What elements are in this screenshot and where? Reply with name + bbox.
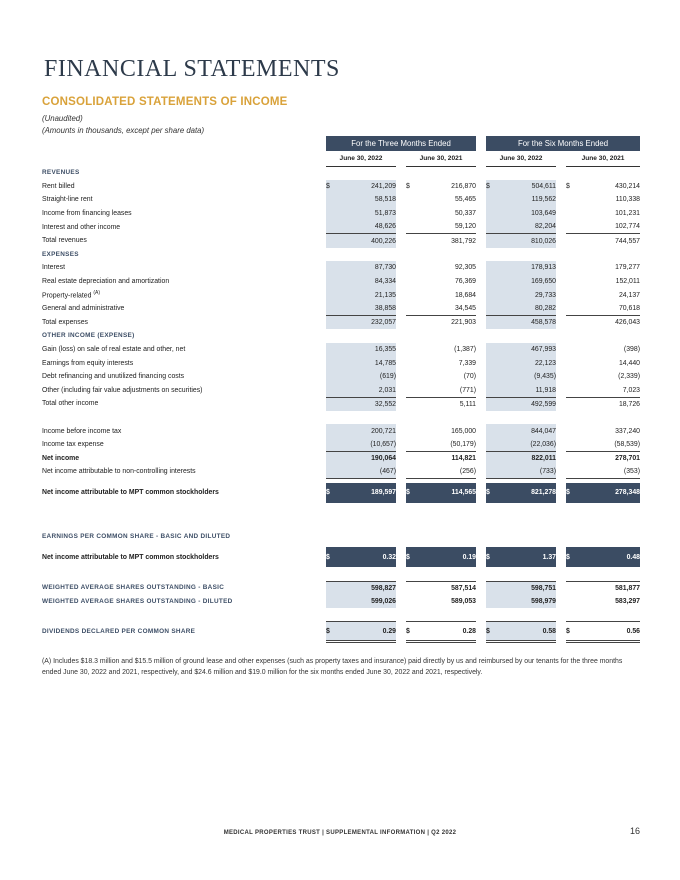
value-cell: 190,064 <box>334 451 396 465</box>
section-header-row <box>42 530 640 544</box>
table-row <box>42 207 640 221</box>
value-cell: 76,369 <box>454 278 477 286</box>
value-cell: (70) <box>463 373 477 381</box>
value-cell: 48,626 <box>334 220 396 234</box>
value-cell: (58,539) <box>574 438 640 452</box>
spacer-row <box>42 567 640 581</box>
value-cell: 50,337 <box>454 210 477 218</box>
table-row <box>42 465 640 479</box>
value-cell: 599,026 <box>334 595 396 609</box>
currency-symbol: $ <box>326 622 334 642</box>
row-label: Income from financing leases <box>42 210 132 218</box>
value-cell: 504,611 <box>494 180 556 194</box>
value-cell: 587,514 <box>414 581 476 595</box>
section-header-row <box>42 329 640 343</box>
value-cell: (256) <box>414 465 476 479</box>
value-cell: 744,557 <box>615 237 641 245</box>
value-cell: 844,047 <box>494 424 556 438</box>
value-cell: 381,792 <box>451 237 477 245</box>
row-label: WEIGHTED AVERAGE SHARES OUTSTANDING - BASIC <box>42 584 225 592</box>
table-row <box>42 595 640 609</box>
spacer-row <box>42 503 640 517</box>
section-other-income: OTHER INCOME (EXPENSE) <box>42 332 135 340</box>
row-label-text: Property-related <box>42 292 92 300</box>
amounts-note: (Amounts in thousands, except per share data) <box>42 126 205 135</box>
value-cell: 18,726 <box>618 400 641 408</box>
value-cell: 7,023 <box>574 384 640 398</box>
value-cell: 0.29 <box>334 622 396 642</box>
value-cell: 24,137 <box>618 291 641 299</box>
value-cell: (353) <box>574 465 640 479</box>
spacer-row <box>42 411 640 425</box>
row-label: Interest and other income <box>42 223 121 231</box>
table-row <box>42 438 640 452</box>
row-label: Straight-line rent <box>42 196 93 204</box>
table-row <box>42 302 640 316</box>
table-row <box>42 261 640 275</box>
row-label: Income before income tax <box>42 427 122 435</box>
value-cell: (771) <box>414 384 476 398</box>
six-months-header: For the Six Months Ended <box>486 136 640 151</box>
dividends-row <box>42 622 640 642</box>
value-cell: 189,597 <box>334 483 396 503</box>
value-cell: 11,918 <box>494 384 556 398</box>
statement-title: CONSOLIDATED STATEMENTS OF INCOME <box>42 96 288 108</box>
section-expenses: EXPENSES <box>42 250 79 258</box>
value-cell: 5,111 <box>459 400 477 408</box>
value-cell: (9,435) <box>494 370 556 384</box>
spacer-row <box>42 516 640 530</box>
value-cell: 0.58 <box>494 622 556 642</box>
value-cell: 278,701 <box>615 455 641 463</box>
value-cell: 0.32 <box>334 547 396 567</box>
currency-symbol: $ <box>406 182 410 190</box>
value-cell: (398) <box>623 346 641 354</box>
unaudited-note: (Unaudited) <box>42 114 83 123</box>
currency-symbol: $ <box>486 622 494 642</box>
value-cell: 152,011 <box>615 278 641 286</box>
row-label: Earnings from equity interests <box>42 359 134 367</box>
value-cell: 14,785 <box>334 356 396 370</box>
value-cell: 70,618 <box>574 302 640 316</box>
page-footer: MEDICAL PROPERTIES TRUST | SUPPLEMENTAL INFORMATION | Q2 2022 <box>223 830 457 836</box>
row-label: Interest <box>42 264 65 272</box>
three-months-header: For the Three Months Ended <box>326 136 476 151</box>
value-cell: (10,657) <box>334 438 396 452</box>
section-header-row <box>42 166 640 180</box>
value-cell: 38,858 <box>334 302 396 316</box>
row-label: Total expenses <box>42 318 88 326</box>
value-cell: (619) <box>334 370 396 384</box>
value-cell: 21,135 <box>334 288 396 302</box>
table-row <box>42 220 640 234</box>
value-cell: 34,545 <box>414 302 476 316</box>
value-cell: 179,277 <box>615 264 641 272</box>
net-income-row <box>42 451 640 465</box>
value-cell: 430,214 <box>615 182 641 190</box>
value-cell: 426,043 <box>615 319 641 327</box>
section-header-row <box>42 248 640 262</box>
table-row <box>42 180 640 194</box>
row-label: Net income attributable to MPT common stockholders <box>42 553 219 561</box>
value-cell: 29,733 <box>494 288 556 302</box>
value-cell: 14,440 <box>618 359 641 367</box>
row-label: Income tax expense <box>42 441 104 449</box>
currency-symbol: $ <box>406 547 414 567</box>
value-cell: 87,730 <box>334 261 396 275</box>
value-cell: 55,465 <box>454 196 477 204</box>
section-eps: EARNINGS PER COMMON SHARE - BASIC AND DILUTED <box>42 533 231 541</box>
row-label <box>42 288 326 302</box>
value-cell: 598,751 <box>494 581 556 595</box>
value-cell: 178,913 <box>494 261 556 275</box>
subtotal-row <box>42 316 640 330</box>
value-cell: 821,278 <box>494 483 556 503</box>
table-row <box>42 424 640 438</box>
value-cell: 22,123 <box>494 356 556 370</box>
value-cell: (50,179) <box>414 438 476 452</box>
footnote-marker: (A) <box>93 290 100 297</box>
value-cell: 0.48 <box>574 547 640 567</box>
currency-symbol: $ <box>326 483 334 503</box>
page-title: FINANCIAL STATEMENTS <box>44 56 340 82</box>
value-cell: 581,877 <box>574 581 640 595</box>
value-cell: 51,873 <box>334 207 396 221</box>
table-row <box>42 288 640 302</box>
value-cell: 1.37 <box>494 547 556 567</box>
value-cell: 337,240 <box>615 427 641 435</box>
value-cell: 400,226 <box>334 234 396 248</box>
value-cell: (1,387) <box>454 346 477 354</box>
row-label: Gain (loss) on sale of real estate and other, net <box>42 346 186 354</box>
row-label: Rent billed <box>42 182 75 190</box>
value-cell: 810,026 <box>494 234 556 248</box>
currency-symbol: $ <box>326 547 334 567</box>
value-cell: 110,338 <box>615 196 641 204</box>
currency-symbol: $ <box>406 483 414 503</box>
value-cell: 467,993 <box>494 343 556 357</box>
value-cell: (467) <box>334 465 396 479</box>
subtotal-row <box>42 234 640 248</box>
value-cell: 16,355 <box>334 343 396 357</box>
row-label: Net income attributable to MPT common stockholders <box>42 489 219 497</box>
value-cell: 492,599 <box>494 397 556 411</box>
currency-symbol: $ <box>406 622 414 642</box>
value-cell: 221,903 <box>451 319 477 327</box>
value-cell: 84,334 <box>334 275 396 289</box>
currency-symbol: $ <box>486 483 494 503</box>
value-cell: (733) <box>494 465 556 479</box>
table-row <box>42 581 640 595</box>
row-label: Total other income <box>42 400 99 408</box>
value-cell: 18,684 <box>454 291 477 299</box>
income-statement-table <box>42 136 640 643</box>
value-cell: 583,297 <box>615 597 641 605</box>
value-cell: 0.56 <box>574 622 640 642</box>
eps-row <box>42 547 640 567</box>
value-cell: 458,578 <box>494 316 556 330</box>
row-label: WEIGHTED AVERAGE SHARES OUTSTANDING - DILUTED <box>42 597 233 605</box>
value-cell: 589,053 <box>451 597 477 605</box>
value-cell: 232,057 <box>334 316 396 330</box>
value-cell: 58,518 <box>334 193 396 207</box>
row-label: Total revenues <box>42 237 87 245</box>
subtotal-row <box>42 397 640 411</box>
row-label: Net income <box>42 454 80 462</box>
net-income-mpt-row <box>42 483 640 503</box>
value-cell: 92,305 <box>454 264 477 272</box>
value-cell: 598,827 <box>334 581 396 595</box>
section-revenues: REVENUES <box>42 169 80 177</box>
value-cell: 2,031 <box>334 384 396 398</box>
currency-symbol: $ <box>566 547 574 567</box>
currency-symbol: $ <box>486 180 494 194</box>
table-row <box>42 343 640 357</box>
value-cell: 200,721 <box>334 424 396 438</box>
row-label: Other (including fair value adjustments on securities) <box>42 386 203 394</box>
currency-symbol: $ <box>486 547 494 567</box>
currency-symbol: $ <box>566 483 574 503</box>
row-label: Debt refinancing and unutilized financing costs <box>42 373 185 381</box>
currency-symbol: $ <box>566 182 570 190</box>
row-label: Real estate depreciation and amortization <box>42 278 170 286</box>
row-label: General and administrative <box>42 305 125 313</box>
date-header: June 30, 2022 <box>326 151 396 166</box>
currency-symbol: $ <box>326 180 334 194</box>
value-cell: 119,562 <box>494 193 556 207</box>
value-cell: (2,339) <box>618 373 641 381</box>
value-cell: 32,552 <box>334 397 396 411</box>
value-cell: 7,339 <box>458 359 477 367</box>
value-cell: (22,036) <box>494 438 556 452</box>
table-row <box>42 370 640 384</box>
value-cell: 80,282 <box>494 302 556 316</box>
table-row <box>42 384 640 398</box>
date-header-row <box>42 151 640 166</box>
value-cell: 114,565 <box>414 483 476 503</box>
row-label: DIVIDENDS DECLARED PER COMMON SHARE <box>42 628 196 636</box>
currency-symbol: $ <box>566 622 574 642</box>
value-cell: 278,348 <box>574 483 640 503</box>
value-cell: 101,231 <box>615 210 641 218</box>
date-header: June 30, 2021 <box>566 151 640 166</box>
value-cell: 102,774 <box>574 220 640 234</box>
value-cell: 82,204 <box>494 220 556 234</box>
value-cell: 0.28 <box>414 622 476 642</box>
value-cell: 169,650 <box>494 275 556 289</box>
value-cell: 241,209 <box>334 180 396 194</box>
page-number: 16 <box>629 826 640 836</box>
value-cell: 0.19 <box>414 547 476 567</box>
value-cell: 216,870 <box>451 182 477 190</box>
value-cell: 598,979 <box>494 595 556 609</box>
row-label: Net income attributable to non-controlling interests <box>42 468 196 476</box>
value-cell: 103,649 <box>494 207 556 221</box>
value-cell: 822,011 <box>494 451 556 465</box>
table-row <box>42 193 640 207</box>
value-cell: 165,000 <box>451 427 477 435</box>
table-row <box>42 356 640 370</box>
table-row <box>42 275 640 289</box>
date-header: June 30, 2022 <box>486 151 556 166</box>
date-header: June 30, 2021 <box>406 151 476 166</box>
footnote-a: (A) Includes $18.3 million and $15.5 million of ground lease and other expenses (such as property taxes and insurance) paid directly by us and reimbursed by our tenants for the three months ended June 30, 2022 and 2021, respectively, and $24.6 million and $19.0 million for the six months ended June 30, 2022 and 2021, respectively. <box>42 658 623 676</box>
spacer-row <box>42 608 640 622</box>
value-cell: 59,120 <box>414 220 476 234</box>
value-cell: 114,821 <box>451 455 477 463</box>
period-header-row <box>42 136 640 151</box>
